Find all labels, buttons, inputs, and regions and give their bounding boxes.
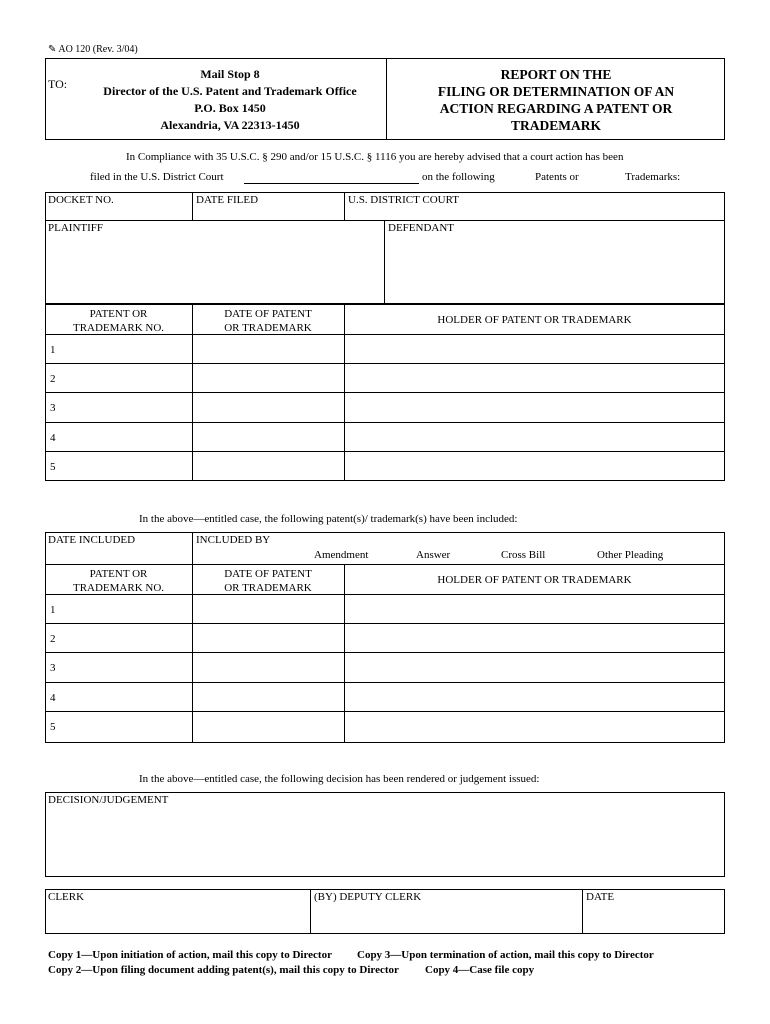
pencil-icon: ✎ [48,44,57,55]
patent-no-header: PATENT OR TRADEMARK NO. [72,308,165,334]
patents-or-label: Patents or [535,171,579,183]
date-of-patent-header: DATE OF PATENT OR TRADEMARK [224,568,312,594]
row-number: 3 [50,662,56,674]
to-label: TO: [48,77,68,91]
holder-header: HOLDER OF PATENT OR TRADEMARK [437,574,632,586]
plaintiff-field[interactable]: PLAINTIFF [48,222,104,234]
on-following-label: on the following [422,171,495,183]
compliance-line: In Compliance with 35 U.S.C. § 290 and/or 15 U.S.C. § 1116 you are hereby advised that a court action has been [126,151,624,163]
option-amendment[interactable]: Amendment [314,549,369,561]
option-answer[interactable]: Answer [416,549,451,561]
date-included-field[interactable]: DATE INCLUDED [48,534,136,546]
copy-4-note: Copy 4—Case file copy [425,964,535,976]
docket-field[interactable]: DOCKET NO. [48,194,114,206]
clerk-field[interactable]: CLERK [48,891,85,903]
patent-no-header: PATENT OR TRADEMARK NO. [72,568,165,594]
copy-2-note: Copy 2—Upon filing document adding patent(s), mail this copy to Director [48,964,399,976]
row-number: 5 [50,721,56,733]
date-of-patent-header: DATE OF PATENT OR TRADEMARK [224,308,312,334]
option-cross-bill[interactable]: Cross Bill [501,549,546,561]
mailing-address: Mail Stop 8 Director of the U.S. Patent and Trademark Office P.O. Box 1450 Alexandria, VA 22313-1450 [103,67,357,132]
row-number: 3 [50,402,56,414]
row-number: 2 [50,633,56,645]
form-title: REPORT ON THE FILING OR DETERMINATION OF AN ACTION REGARDING A PATENT OR TRADEMARK [437,67,675,133]
holder-header: HOLDER OF PATENT OR TRADEMARK [437,314,632,326]
deputy-clerk-field[interactable]: (BY) DEPUTY CLERK [314,891,422,903]
row-number: 5 [50,461,56,473]
form-id: ✎ AO 120 (Rev. 3/04) [48,44,138,55]
trademarks-label: Trademarks: [625,171,681,183]
row-number: 1 [50,344,56,356]
row-number: 2 [50,373,56,385]
header-divider [386,58,387,140]
district-court-blank[interactable] [244,183,419,184]
district-court-field[interactable]: U.S. DISTRICT COURT [348,194,459,206]
option-other-pleading[interactable]: Other Pleading [597,549,664,561]
row-number: 1 [50,604,56,616]
copy-1-note: Copy 1—Upon initiation of action, mail this copy to Director [48,949,332,961]
case-table [45,192,725,304]
defendant-field[interactable]: DEFENDANT [388,222,454,234]
included-by-label: INCLUDED BY [196,534,271,546]
row-number: 4 [50,432,56,444]
included-intro: In the above—entitled case, the following patent(s)/ trademark(s) have been included: [139,513,518,525]
filed-in-label: filed in the U.S. District Court [90,171,224,183]
row-number: 4 [50,692,56,704]
copy-3-note: Copy 3—Upon termination of action, mail this copy to Director [357,949,654,961]
decision-field[interactable]: DECISION/JUDGEMENT [48,794,169,806]
date-field[interactable]: DATE [586,891,615,903]
decision-intro: In the above—entitled case, the following decision has been rendered or judgement issued: [139,773,540,785]
date-filed-field[interactable]: DATE FILED [196,194,259,206]
